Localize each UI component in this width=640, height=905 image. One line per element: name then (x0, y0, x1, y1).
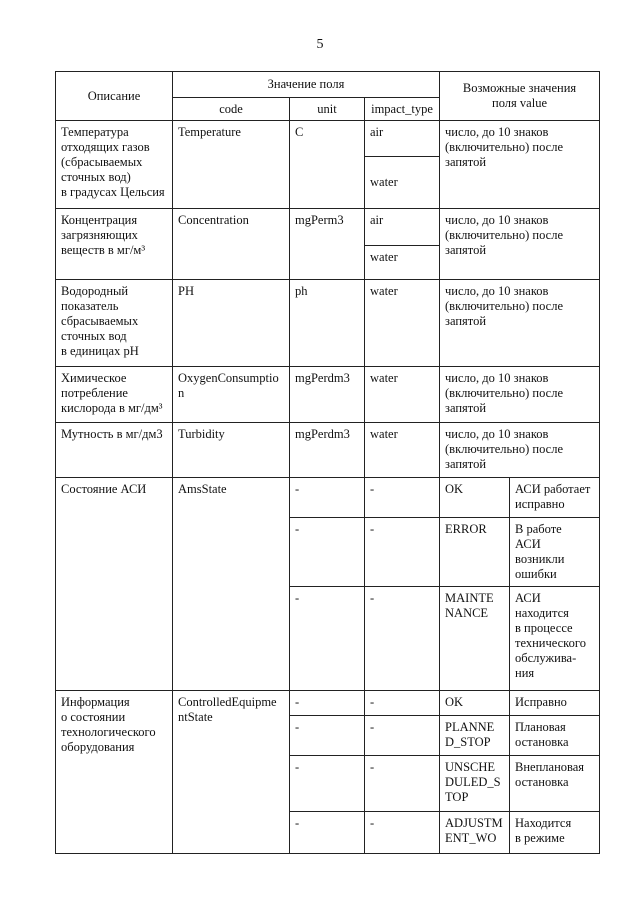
ph-impact: water (365, 280, 440, 367)
equipment-state-meaning: Исправно (510, 691, 600, 716)
ams-state-value: MAINTE NANCE (440, 587, 510, 691)
header-field-value: Значение поля (173, 72, 440, 98)
oxygen-description: Химическое потребление кислорода в мг/дм³ (56, 367, 173, 423)
oxygen-values: число, до 10 знаков (включительно) после запятой (440, 367, 600, 423)
temperature-impact-air: air (365, 121, 440, 157)
equipment-state-meaning: Находится в режиме (510, 812, 600, 854)
oxygen-code: OxygenConsumptio n (173, 367, 290, 423)
ams-state-impact: - (365, 587, 440, 691)
equipment-state-impact: - (365, 716, 440, 756)
concentration-impact-water: water (365, 246, 440, 280)
ph-code: PH (173, 280, 290, 367)
ph-unit: ph (290, 280, 365, 367)
equipment-state-value: PLANNE D_STOP (440, 716, 510, 756)
temperature-description: Температура отходящих газов (сбрасываемых сточных вод) в градусах Цельсия (56, 121, 173, 209)
equipment-state-impact: - (365, 756, 440, 812)
field-spec-table (55, 71, 600, 854)
header-code: code (173, 98, 290, 121)
equipment-state-unit: - (290, 716, 365, 756)
equipment-state-unit: - (290, 691, 365, 716)
ams-state-unit: - (290, 518, 365, 587)
equipment-state-value: ADJUSTM ENT_WO (440, 812, 510, 854)
ams-state-unit: - (290, 587, 365, 691)
header-unit: unit (290, 98, 365, 121)
ams-state-meaning: В работе АСИ возникли ошибки (510, 518, 600, 587)
header-possible-values: Возможные значения поля value (440, 72, 600, 121)
ams-state-impact: - (365, 478, 440, 518)
concentration-code: Concentration (173, 209, 290, 280)
concentration-description: Концентрация загрязняющих веществ в мг/м³ (56, 209, 173, 280)
page-number: 5 (316, 37, 324, 52)
ph-description: Водородный показатель сбрасываемых сточных вод в единицах рН (56, 280, 173, 367)
equipment-state-unit: - (290, 756, 365, 812)
temperature-values: число, до 10 знаков (включительно) после запятой (440, 121, 600, 209)
turbidity-values: число, до 10 знаков (включительно) после запятой (440, 423, 600, 478)
oxygen-impact: water (365, 367, 440, 423)
ams-state-unit: - (290, 478, 365, 518)
equipment-state-code: ControlledEquipme ntState (173, 691, 290, 854)
concentration-impact-air: air (365, 209, 440, 246)
equipment-state-meaning: Плановая остановка (510, 716, 600, 756)
equipment-state-unit: - (290, 812, 365, 854)
equipment-state-impact: - (365, 691, 440, 716)
ams-state-meaning: АСИ работает исправно (510, 478, 600, 518)
equipment-state-meaning: Внеплановая остановка (510, 756, 600, 812)
turbidity-description: Мутность в мг/дм3 (56, 423, 173, 478)
turbidity-code: Turbidity (173, 423, 290, 478)
temperature-impact-water: water (365, 157, 440, 209)
ams-state-meaning: АСИ находится в процессе технического обслужива- ния (510, 587, 600, 691)
equipment-state-impact: - (365, 812, 440, 854)
concentration-unit: mgPerm3 (290, 209, 365, 280)
ams-state-value: ERROR (440, 518, 510, 587)
header-description: Описание (56, 72, 173, 121)
temperature-unit: C (290, 121, 365, 209)
ph-values: число, до 10 знаков (включительно) после запятой (440, 280, 600, 367)
concentration-values: число, до 10 знаков (включительно) после запятой (440, 209, 600, 280)
equipment-state-value: OK (440, 691, 510, 716)
equipment-state-description: Информация о состоянии технологического оборудования (56, 691, 173, 854)
ams-state-description: Состояние АСИ (56, 478, 173, 691)
turbidity-impact: water (365, 423, 440, 478)
equipment-state-value: UNSCHE DULED_S TOP (440, 756, 510, 812)
header-impact-type: impact_type (365, 98, 440, 121)
ams-state-impact: - (365, 518, 440, 587)
ams-state-value: OK (440, 478, 510, 518)
temperature-code: Temperature (173, 121, 290, 209)
oxygen-unit: mgPerdm3 (290, 367, 365, 423)
turbidity-unit: mgPerdm3 (290, 423, 365, 478)
ams-state-code: AmsState (173, 478, 290, 691)
